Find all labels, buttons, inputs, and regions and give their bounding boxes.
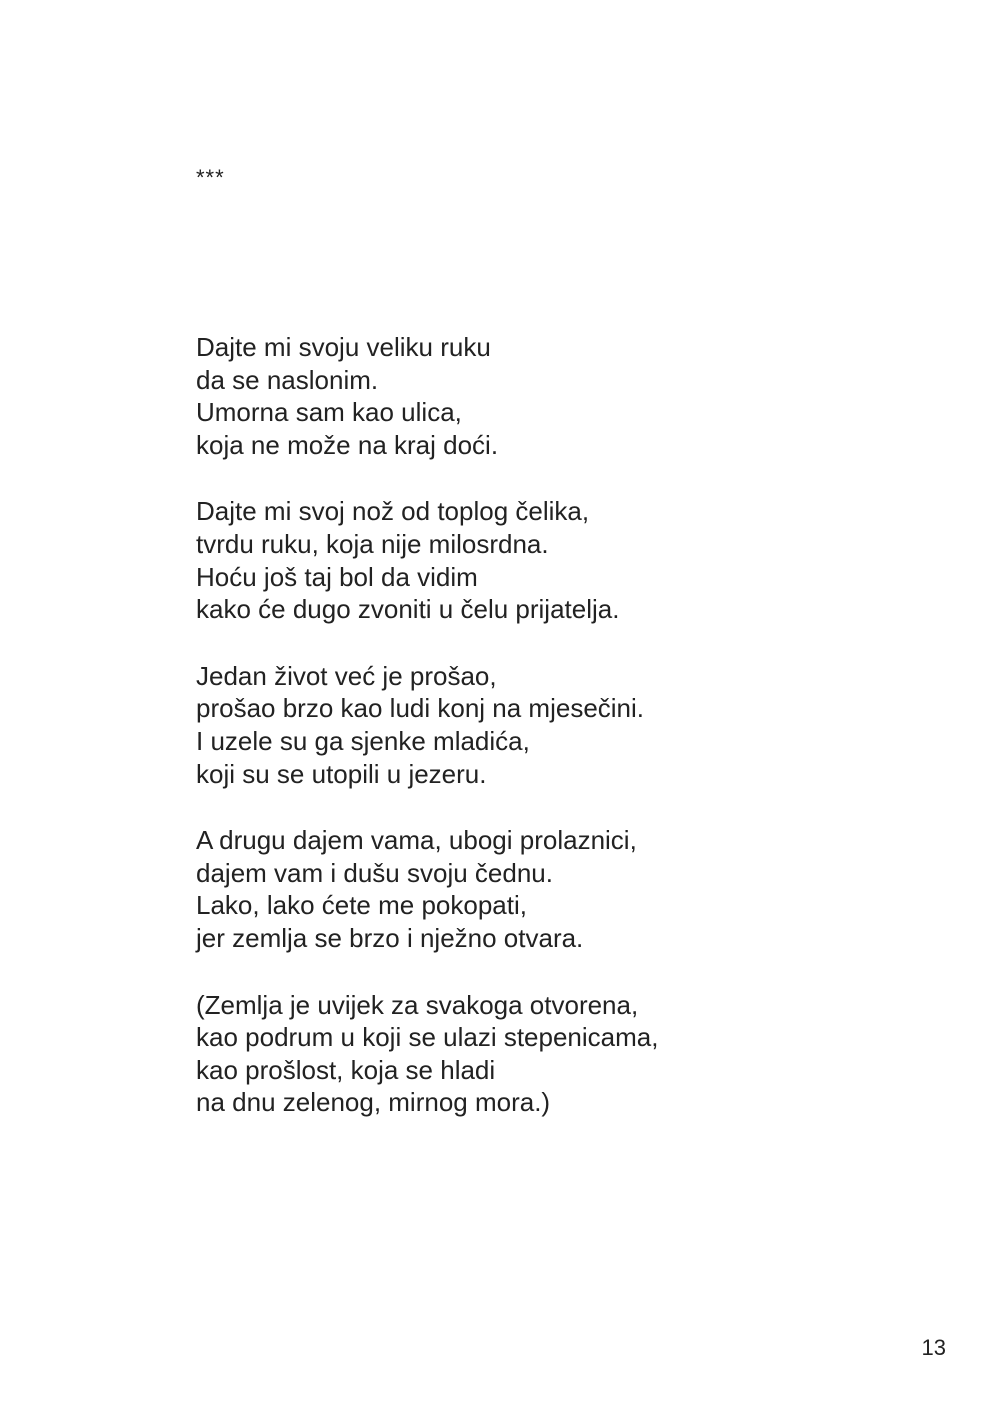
poem-line: A drugu dajem vama, ubogi prolaznici, — [196, 825, 637, 856]
poem-line: I uzele su ga sjenke mladića, — [196, 725, 530, 756]
poem-line: Umorna sam kao ulica, — [196, 397, 462, 428]
poem-line: Dajte mi svoj nož od toplog čelika, — [196, 496, 590, 527]
poem-line: Lako, lako ćete me pokopati, — [196, 890, 527, 921]
poem-body — [196, 331, 836, 1153]
stanza-2 — [196, 495, 836, 625]
poem-line: kako će dugo zvoniti u čelu prijatelja. — [196, 594, 620, 625]
poem-line: kao podrum u koji se ulazi stepenicama, — [196, 1022, 659, 1053]
poem-line: koja ne može na kraj doći. — [196, 429, 499, 460]
stanza-3 — [196, 660, 836, 790]
poem-line: Dajte mi svoju veliku ruku — [196, 332, 491, 362]
poem-line: da se naslonim. — [196, 364, 379, 395]
section-asterisks: *** — [196, 165, 225, 190]
stanza-1 — [196, 331, 836, 461]
poem-line: tvrdu ruku, koja nije milosrdna. — [196, 528, 549, 559]
poem-line: Hoću još taj bol da vidim — [196, 561, 478, 592]
stanza-4 — [196, 824, 836, 954]
poem-line: koji su se utopili u jezeru. — [196, 758, 487, 789]
stanza-5 — [196, 989, 836, 1119]
poem-line: Jedan život već je prošao, — [196, 660, 497, 691]
poem-line: jer zemlja se brzo i nježno otvara. — [196, 922, 584, 953]
poem-line: dajem vam i dušu svoju čednu. — [196, 857, 553, 888]
page-number: 13 — [921, 1335, 946, 1360]
poem-line: (Zemlja je uvijek za svakoga otvorena, — [196, 989, 639, 1020]
poem-line: prošao brzo kao ludi konj na mjesečini. — [196, 693, 645, 724]
poem-line: na dnu zelenog, mirnog mora.) — [196, 1087, 551, 1118]
poem-line: kao prošlost, koja se hladi — [196, 1054, 496, 1085]
